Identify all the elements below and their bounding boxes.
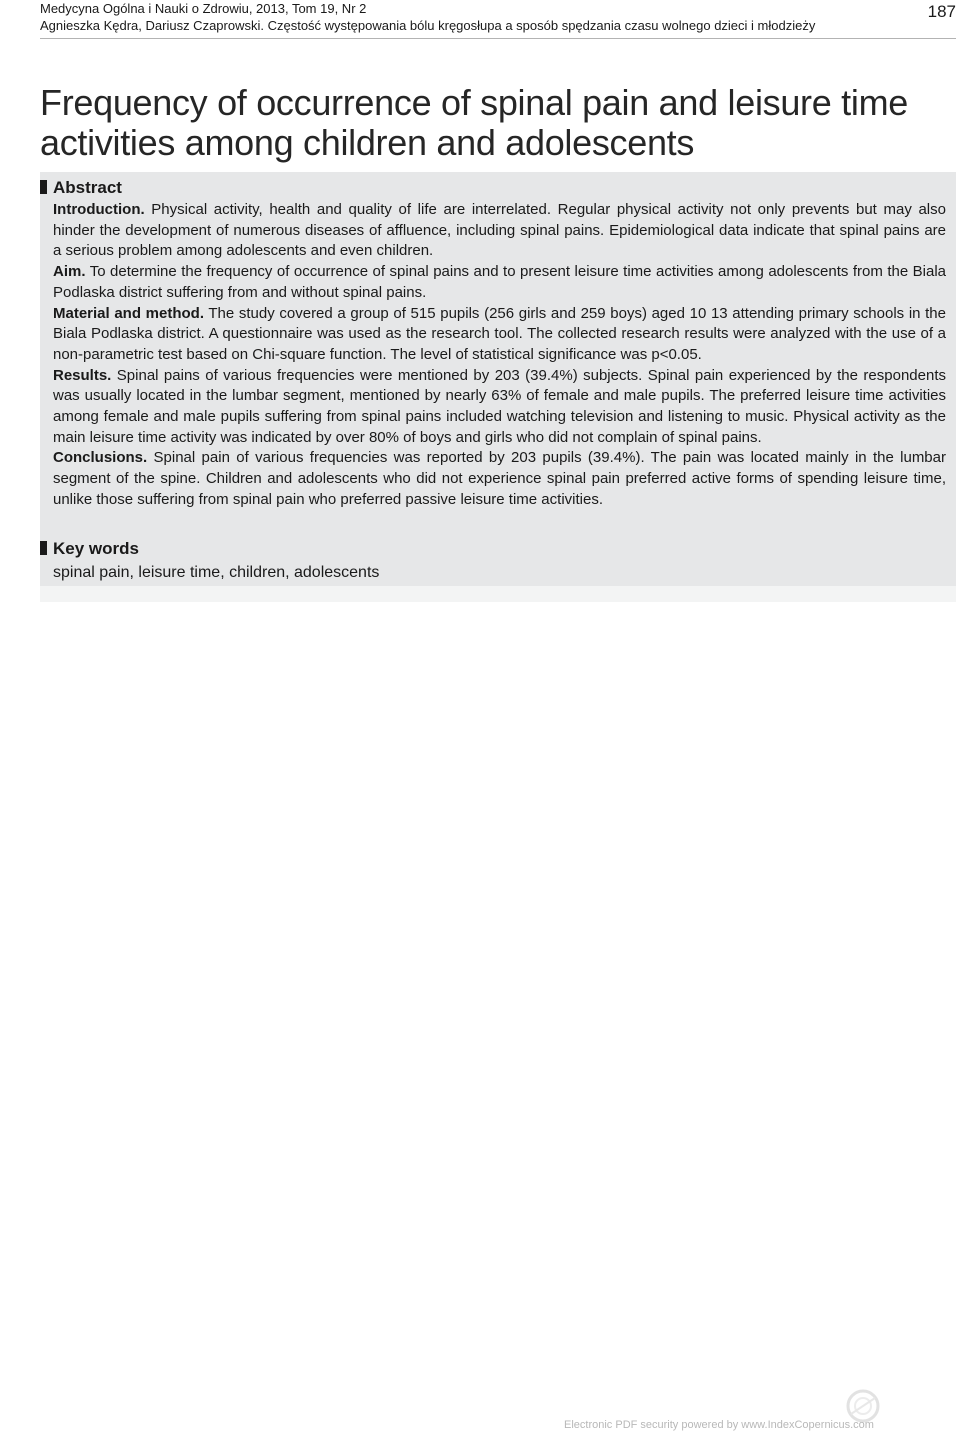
abstract-results	[53, 366, 946, 449]
section-text: Spinal pain of various frequencies was reported by 203 pupils (39.4%). The pain was located mainly in the lumbar segment of the spine. Children and adolescents who did not experience spinal pain preferred active forms of spending leisure time, unlike those suffering from spinal pain who preferred passive leisure time activities.	[53, 449, 946, 508]
abstract-body	[53, 200, 946, 511]
section-marker-icon	[40, 180, 47, 194]
running-header	[40, 0, 956, 39]
keywords-list: spinal pain, leisure time, children, adolescents	[53, 564, 380, 581]
section-text: The study covered a group of 515 pupils (256 girls and 259 boys) aged 10 13 attending primary schools in the Biala Podlaska district. A questionnaire was used as the research tool. The collected research results were analyzed with the use of a non-parametric test based on Chi-square function. The level of statistical significance was p<0.05.	[53, 304, 946, 363]
keywords-heading	[40, 539, 139, 559]
section-label: Introduction.	[53, 201, 145, 218]
watermark-text: Electronic PDF security powered by www.IndexCopernicus.com	[564, 1419, 874, 1431]
article-title: Frequency of occurrence of spinal pain and leisure time activities among children and adolescents	[40, 82, 908, 163]
section-marker-icon	[40, 541, 47, 555]
abstract-heading-text: Abstract	[53, 178, 122, 197]
article-authors-title: Agnieszka Kędra, Dariusz Czaprowski. Częstość występowania bólu kręgosłupa a sposób spędzania czasu wolnego dzieci i młodzieży	[40, 18, 816, 33]
section-text: To determine the frequency of occurrence of spinal pains and to present leisure time activities among adolescents from the Biala Podlaska district suffering from and without spinal pains.	[53, 263, 946, 301]
abstract-box-tail	[40, 586, 956, 602]
abstract-conclusions	[53, 448, 946, 510]
section-text: Physical activity, health and quality of life are interrelated. Regular physical activity not only prevents but may also hinder the development of numerous diseases of affluence, including spinal pains. Epidemiological data indicate that spinal pains are a serious problem among adolescents and even children.	[53, 201, 946, 260]
section-label: Aim.	[53, 263, 86, 281]
section-label: Conclusions.	[53, 449, 148, 467]
abstract-heading	[40, 178, 122, 198]
abstract-introduction	[53, 200, 946, 262]
section-label: Results.	[53, 366, 112, 384]
journal-citation: Medycyna Ogólna i Nauki o Zdrowiu, 2013, Tom 19, Nr 2	[40, 1, 367, 16]
page-number: 187	[927, 2, 956, 21]
abstract-aim	[53, 262, 946, 303]
abstract-material-method	[53, 304, 946, 366]
section-text: Spinal pains of various frequencies were mentioned by 203 (39.4%) subjects. Spinal pain experienced by the respondents was usually located in the lumbar segment, mentioned by nearly 63% of female and male pupils. The preferred leisure time activities among female and male pupils suffering from spinal pains included watching television and listening to music. Physical activity as the main leisure time activity was indicated by over 80% of boys and girls who did not complain of spinal pains.	[53, 366, 946, 446]
keywords-heading-text: Key words	[53, 539, 139, 558]
section-label: Material and method.	[53, 304, 204, 322]
